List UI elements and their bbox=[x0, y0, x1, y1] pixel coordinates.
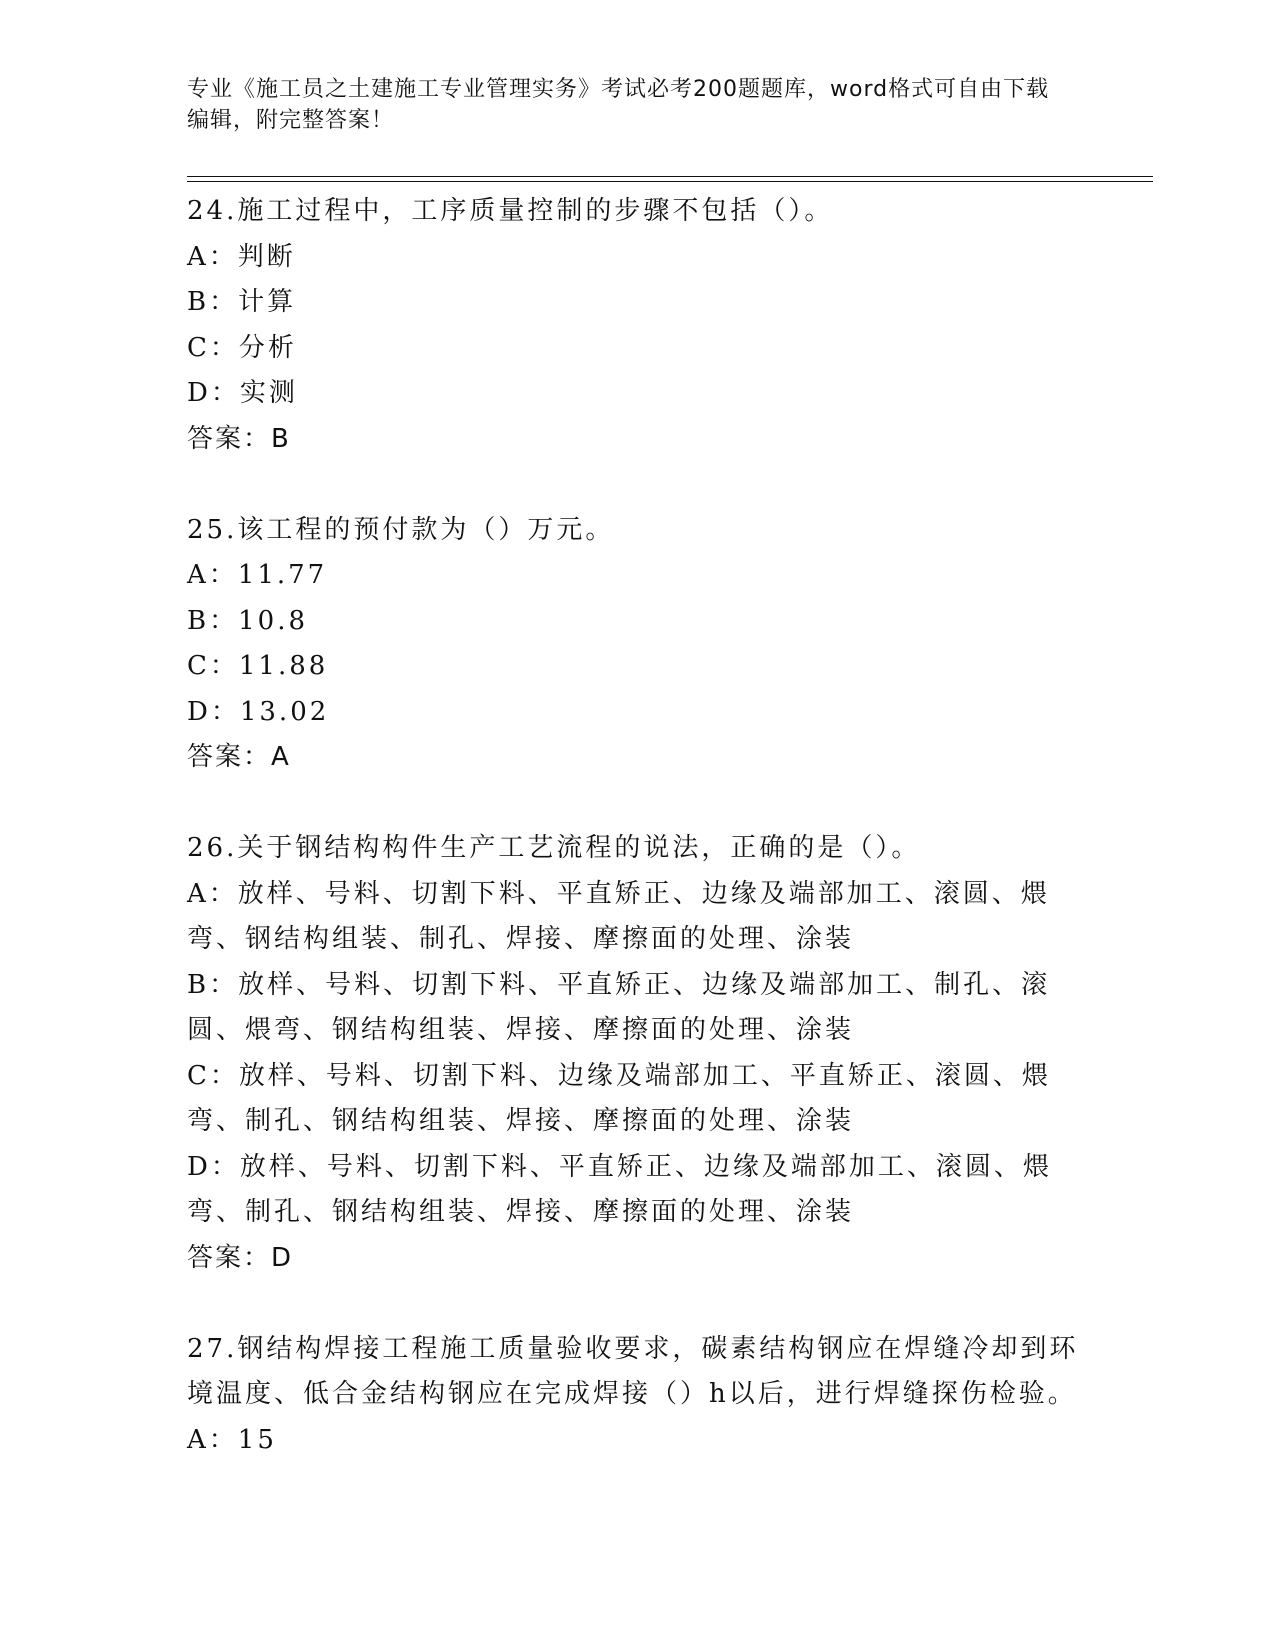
answer-line: 答案：D bbox=[187, 1242, 294, 1273]
option-d: D：实测 bbox=[187, 378, 298, 408]
option-d: D：13.02 bbox=[187, 696, 330, 727]
option-a: A：11.77 bbox=[187, 560, 328, 590]
question-25 bbox=[187, 508, 1087, 781]
option-b: B：10.8 bbox=[187, 605, 308, 636]
option-a: A：判断 bbox=[187, 241, 296, 272]
question-list bbox=[187, 189, 1087, 1509]
option-c: C：11.88 bbox=[187, 651, 329, 681]
option-a: A：放样、号料、切割下料、平直矫正、边缘及端部加工、滚圆、煨弯、钢结构组装、制孔、焊接、摩擦面的处理、涂装 bbox=[187, 878, 1050, 954]
option-c: C：放样、号料、切割下料、边缘及端部加工、平直矫正、滚圆、煨弯、制孔、钢结构组装、焊接、摩擦面的处理、涂装 bbox=[187, 1060, 1051, 1136]
option-b: B：计算 bbox=[187, 287, 297, 317]
document-header: 专业《施工员之土建施工专业管理实务》考试必考200题题库，word格式可自由下载编辑，附完整答案！ bbox=[187, 77, 1050, 133]
question-stem: 27.钢结构焊接工程施工质量验收要求，碳素结构钢应在焊缝冷却到环境温度、低合金结构钢应在完成焊接（）h以后，进行焊缝探伤检验。 bbox=[187, 1333, 1079, 1409]
question-stem: 26.关于钢结构构件生产工艺流程的说法，正确的是（）。 bbox=[187, 833, 921, 863]
question-26 bbox=[187, 826, 1087, 1281]
question-stem: 24.施工过程中，工序质量控制的步骤不包括（）。 bbox=[187, 196, 834, 226]
option-c: C：分析 bbox=[187, 332, 297, 363]
answer-line: 答案：B bbox=[187, 423, 291, 454]
answer-line: 答案：A bbox=[187, 742, 291, 772]
question-27 bbox=[187, 1327, 1087, 1464]
option-b: B：放样、号料、切割下料、平直矫正、边缘及端部加工、制孔、滚圆、煨弯、钢结构组装、焊接、摩擦面的处理、涂装 bbox=[187, 969, 1051, 1045]
option-d: D：放样、号料、切割下料、平直矫正、边缘及端部加工、滚圆、煨弯、制孔、钢结构组装、焊接、摩擦面的处理、涂装 bbox=[187, 1151, 1052, 1227]
header-rule-bottom bbox=[187, 181, 1153, 182]
question-stem: 25.该工程的预付款为（）万元。 bbox=[187, 514, 615, 545]
question-24 bbox=[187, 189, 1087, 462]
option-a: A：15 bbox=[187, 1424, 277, 1455]
header-rule-top bbox=[187, 176, 1153, 177]
